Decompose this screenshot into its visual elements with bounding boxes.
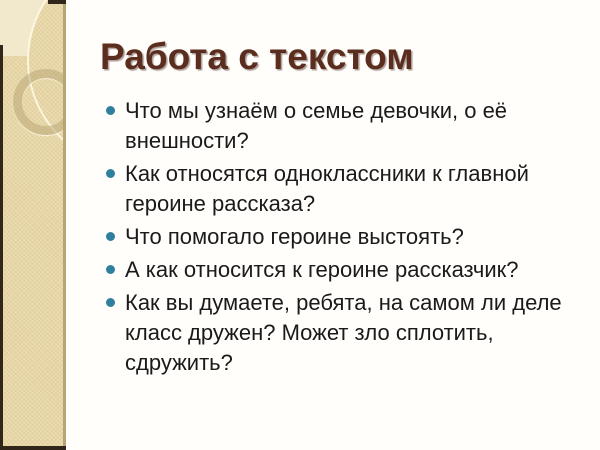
bottom-edge-line <box>0 446 66 450</box>
bullet-item: Как вы думаете, ребята, на самом ли деле класс дружен? Может зло сплотить, сдружить? <box>104 288 582 378</box>
top-edge-notch <box>48 0 66 4</box>
bullet-item: Что помогало героине выстоять? <box>104 222 582 252</box>
bullet-list <box>104 96 582 381</box>
bullet-item: Как относятся одноклассники к главной героине рассказа? <box>104 159 582 219</box>
left-edge-line <box>0 45 3 450</box>
ring-ornament <box>13 69 66 135</box>
bullet-item: А как относится к героине рассказчик? <box>104 255 582 285</box>
slide-title: Работа с текстом <box>100 36 414 77</box>
decorative-sidebar <box>0 0 66 446</box>
bullet-item: Что мы узнаём о семье девочки, о её внешности? <box>104 96 582 156</box>
